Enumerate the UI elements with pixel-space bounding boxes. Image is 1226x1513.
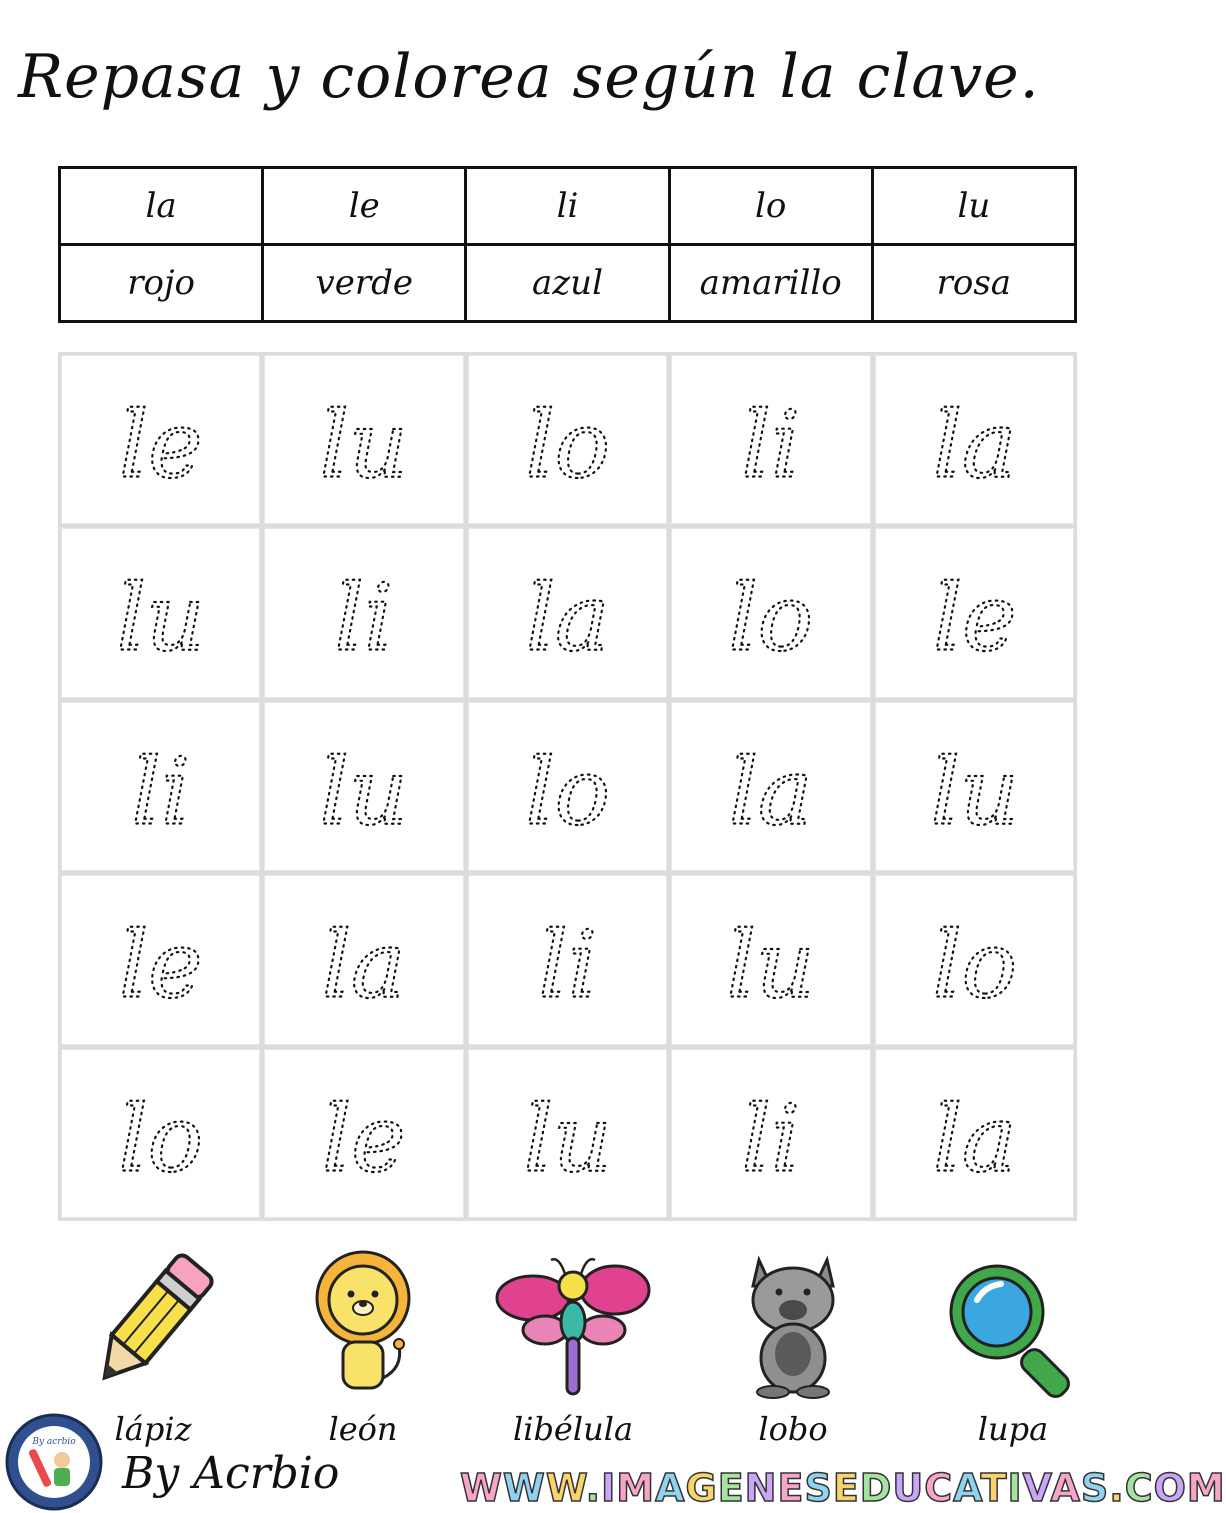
website-letter: W — [545, 1466, 586, 1510]
website-letter: M — [616, 1466, 656, 1510]
tracing-cell[interactable] — [264, 355, 463, 524]
traced-syllable: li — [538, 911, 597, 1019]
picture-label: lupa — [977, 1410, 1049, 1448]
tracing-cell[interactable] — [264, 702, 463, 871]
tracing-cell[interactable] — [61, 528, 260, 697]
traced-syllable: le — [322, 1085, 406, 1193]
tracing-cell[interactable] — [61, 1049, 260, 1218]
traced-syllable: lu — [930, 738, 1019, 846]
traced-syllable: lo — [932, 911, 1017, 1019]
traced-syllable: le — [932, 564, 1017, 672]
traced-syllable: lo — [118, 1085, 203, 1193]
pencil-icon — [73, 1250, 233, 1400]
traced-syllable: la — [932, 391, 1017, 499]
website-letter: E — [832, 1466, 860, 1510]
traced-syllable: lu — [319, 738, 409, 846]
tracing-cell[interactable] — [264, 875, 463, 1044]
key-color: azul — [466, 245, 669, 322]
picture-item — [478, 1250, 668, 1448]
traced-syllable: lu — [319, 391, 409, 499]
picture-label: lápiz — [114, 1410, 192, 1448]
website-letter: A — [1050, 1466, 1081, 1510]
website-letter: U — [892, 1466, 925, 1510]
tracing-cell[interactable] — [875, 355, 1074, 524]
website-letter: I — [1007, 1466, 1023, 1510]
website-letter: I — [601, 1466, 617, 1510]
tracing-cell[interactable] — [875, 1049, 1074, 1218]
picture-label: león — [328, 1410, 398, 1448]
tracing-cell[interactable] — [468, 702, 667, 871]
website-letter: N — [744, 1466, 778, 1510]
tracing-cell[interactable] — [671, 1049, 870, 1218]
logo-text: By acrbio — [32, 1437, 76, 1447]
website-letter: E — [717, 1466, 745, 1510]
traced-syllable: la — [525, 564, 610, 672]
picture-label: lobo — [758, 1410, 828, 1448]
website-letter: S — [804, 1466, 833, 1510]
tracing-cell[interactable] — [468, 1049, 667, 1218]
tracing-cell[interactable] — [264, 1049, 463, 1218]
traced-syllable: lo — [525, 391, 610, 499]
traced-syllable: li — [741, 1085, 801, 1193]
traced-syllable: lu — [726, 911, 816, 1019]
key-color-row — [60, 245, 1076, 322]
traced-syllable: la — [322, 911, 407, 1019]
traced-syllable: lo — [525, 738, 610, 846]
wolf-icon — [713, 1250, 873, 1400]
key-syllable: la — [60, 168, 263, 245]
author-logo — [4, 1412, 104, 1512]
website-footer[interactable] — [460, 1466, 1226, 1512]
page-title: Repasa y colorea según la clave. — [18, 42, 1040, 112]
key-syllable: li — [466, 168, 669, 245]
key-color: amarillo — [669, 245, 872, 322]
website-letter: D — [859, 1466, 893, 1510]
key-color: rosa — [872, 245, 1075, 322]
picture-item — [698, 1250, 888, 1448]
website-letter: . — [585, 1466, 602, 1510]
traced-syllable: la — [728, 738, 813, 846]
website-letter: T — [980, 1466, 1008, 1510]
key-syllable: lu — [872, 168, 1075, 245]
traced-syllable: lu — [523, 1085, 612, 1193]
traced-syllable: le — [118, 391, 203, 499]
tracing-cell[interactable] — [468, 355, 667, 524]
website-letter: C — [924, 1466, 954, 1510]
key-syllable: le — [263, 168, 466, 245]
website-letter: A — [953, 1466, 981, 1510]
tracing-cell[interactable] — [61, 875, 260, 1044]
color-key-table — [58, 166, 1077, 323]
website-letter: . — [1109, 1466, 1125, 1510]
tracing-cell[interactable] — [875, 528, 1074, 697]
website-letter: W — [460, 1466, 503, 1510]
traced-syllable: lo — [728, 564, 814, 672]
traced-syllable: lu — [116, 564, 205, 672]
tracing-cell[interactable] — [875, 702, 1074, 871]
magnifier-icon — [933, 1250, 1093, 1400]
website-letter: A — [655, 1466, 686, 1510]
key-syllable-row — [60, 168, 1076, 245]
website-letter: G — [685, 1466, 718, 1510]
website-letter: E — [777, 1466, 805, 1510]
website-letter: W — [502, 1466, 546, 1510]
traced-syllable: le — [118, 911, 203, 1019]
picture-item — [268, 1250, 458, 1448]
picture-label: libélula — [512, 1410, 634, 1448]
author-byline: By Acrbio — [122, 1448, 340, 1499]
tracing-cell[interactable] — [875, 875, 1074, 1044]
website-letter: M — [1186, 1466, 1226, 1510]
traced-syllable: li — [741, 391, 801, 499]
tracing-cell[interactable] — [468, 528, 667, 697]
tracing-cell[interactable] — [671, 528, 870, 697]
key-color: verde — [263, 245, 466, 322]
tracing-cell[interactable] — [61, 355, 260, 524]
tracing-grid — [58, 352, 1077, 1221]
tracing-cell[interactable] — [468, 875, 667, 1044]
key-syllable: lo — [669, 168, 872, 245]
tracing-cell[interactable] — [671, 355, 870, 524]
traced-syllable: li — [131, 738, 191, 846]
website-letter: V — [1022, 1466, 1051, 1510]
tracing-cell[interactable] — [61, 702, 260, 871]
picture-item — [918, 1250, 1108, 1448]
website-letter: S — [1080, 1466, 1110, 1510]
tracing-cell[interactable] — [264, 528, 463, 697]
dragonfly-icon — [493, 1250, 653, 1400]
tracing-cell[interactable] — [671, 875, 870, 1044]
traced-syllable: li — [334, 564, 394, 672]
website-letter: C — [1124, 1466, 1154, 1510]
lion-icon — [283, 1250, 443, 1400]
traced-syllable: la — [932, 1085, 1017, 1193]
website-letter: O — [1153, 1466, 1187, 1510]
key-color: rojo — [60, 245, 263, 322]
tracing-cell[interactable] — [671, 702, 870, 871]
